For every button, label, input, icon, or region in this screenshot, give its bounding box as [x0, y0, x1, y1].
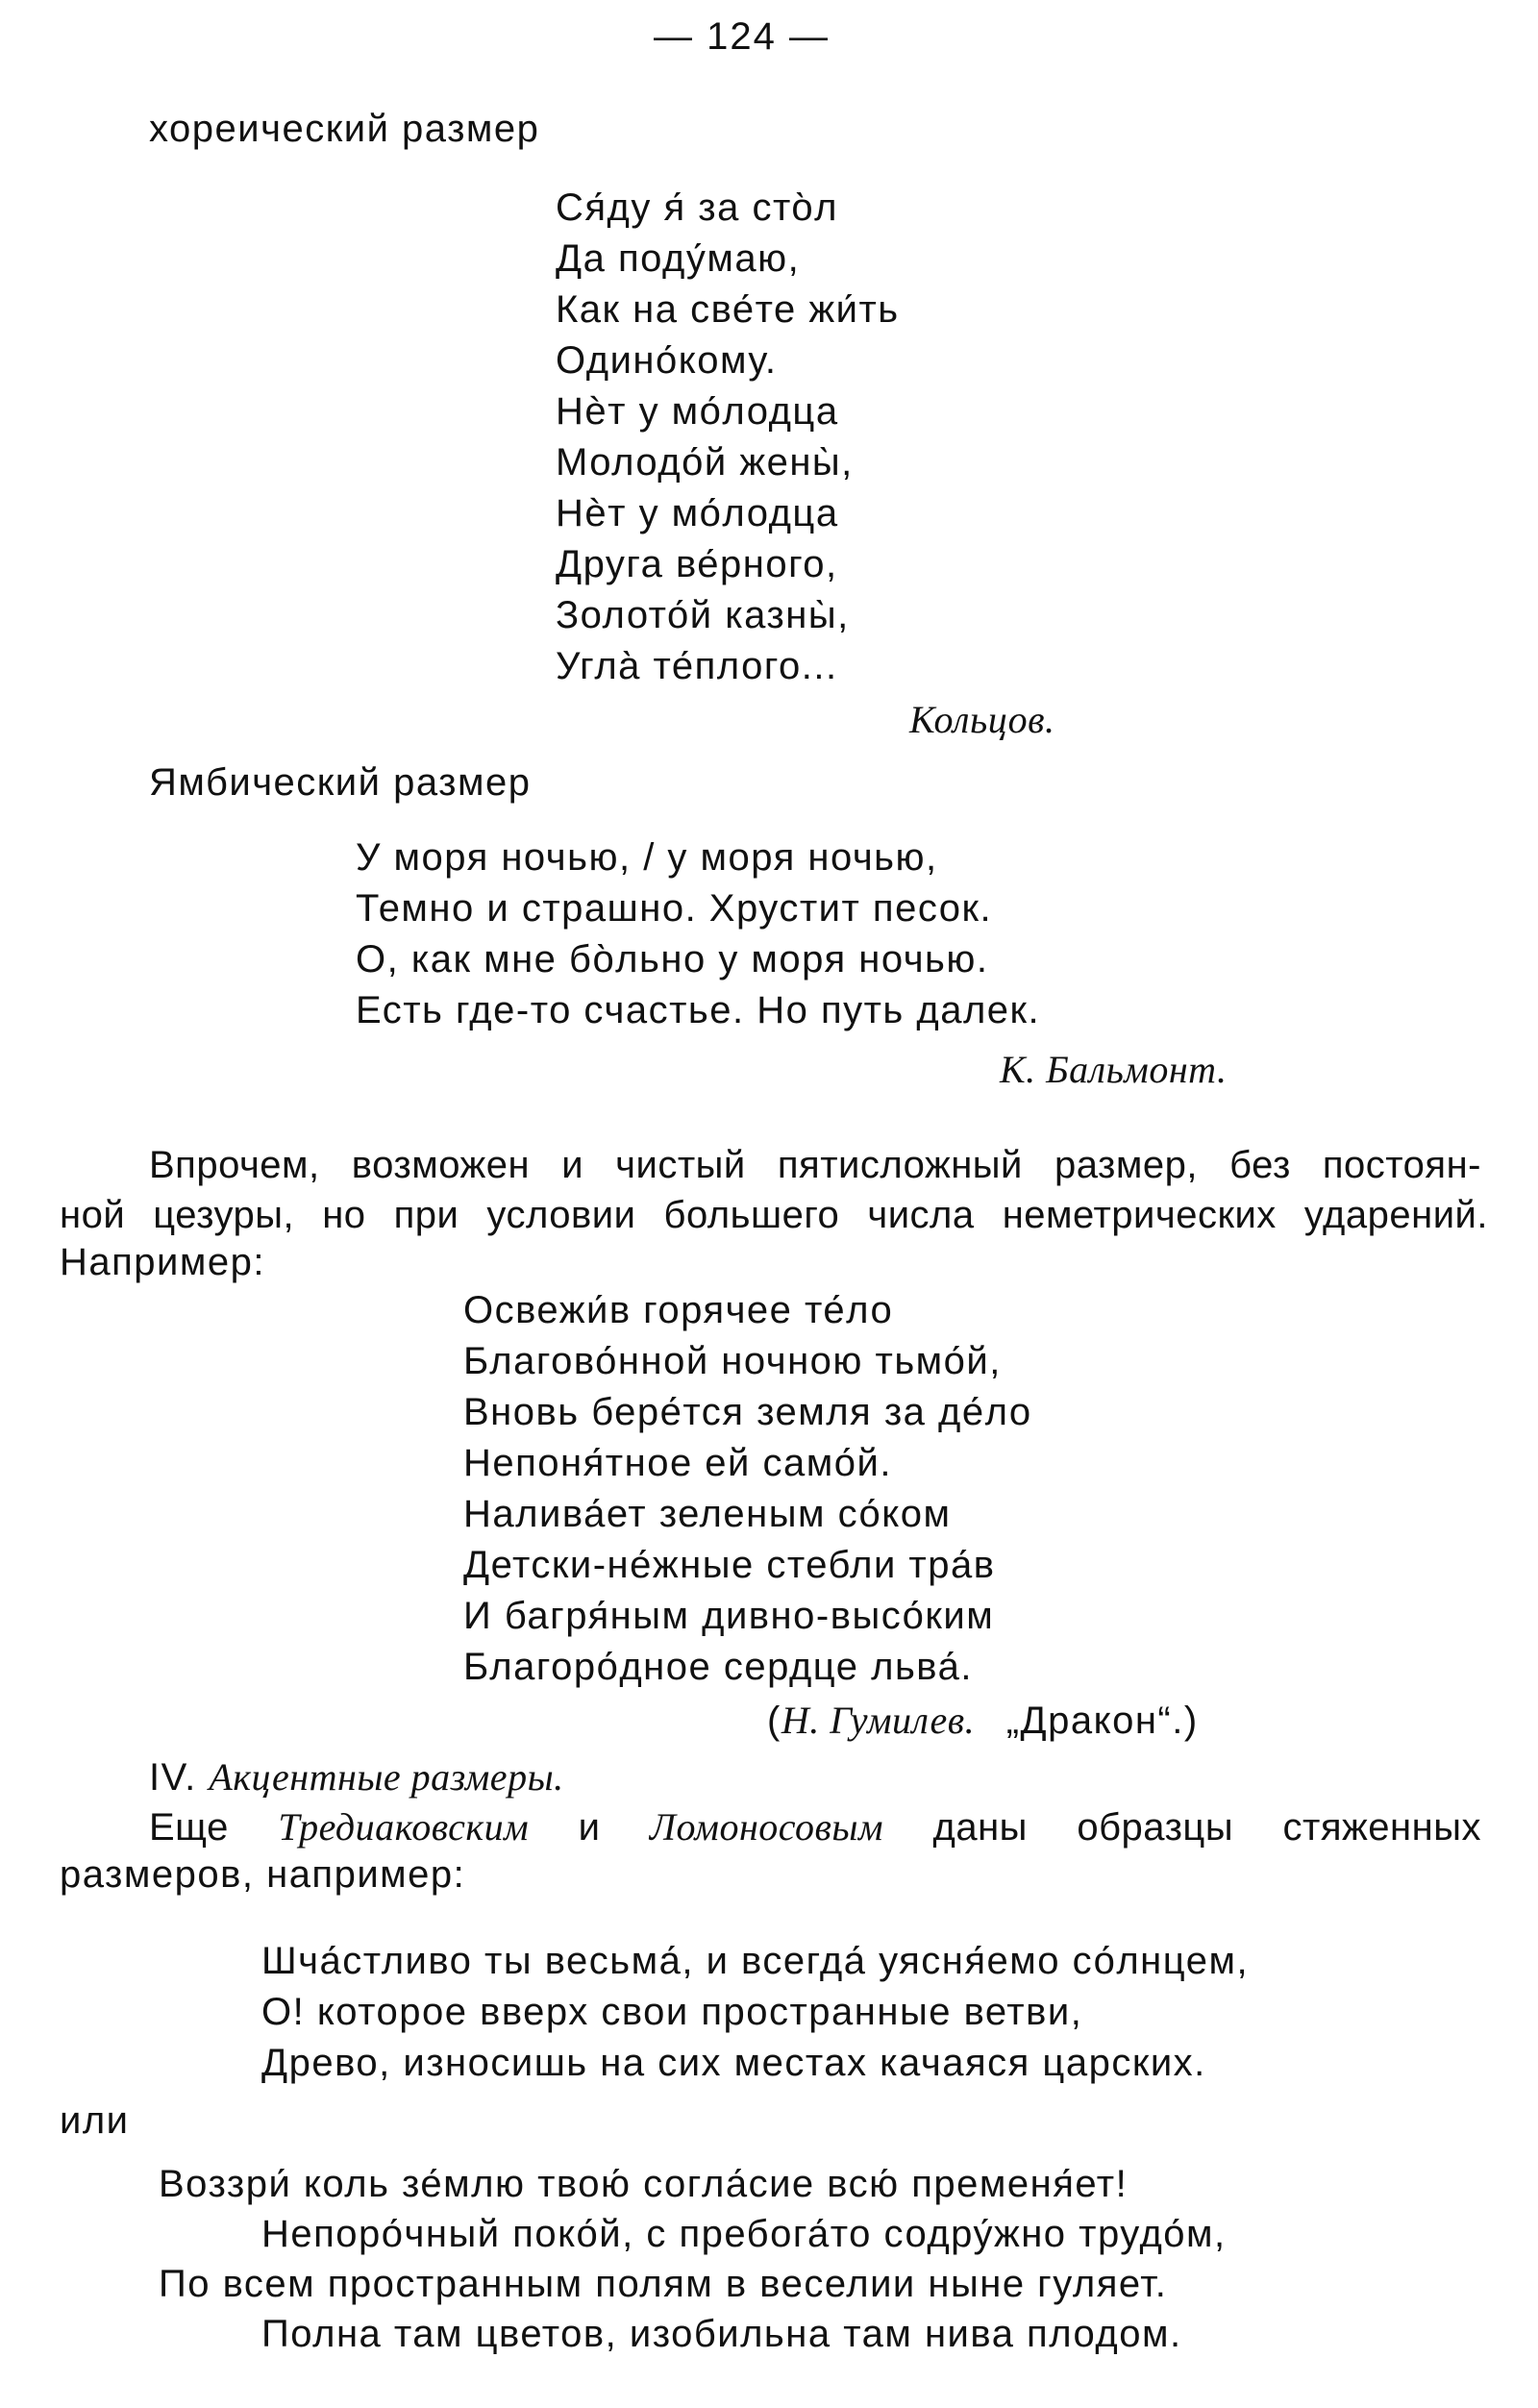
section-numeral: IV.: [149, 1756, 197, 1799]
intro-line: [149, 1801, 1481, 1853]
poem-line: И багря́ным дивно-высо́ким: [463, 1595, 995, 1637]
paragraph-line: Впрочем, возможен и чистый пятисложный размер, без постоян-: [149, 1144, 1481, 1186]
attribution-author: Н. Гумилев.: [781, 1699, 976, 1742]
poem-line: Да поду́маю,: [556, 237, 801, 280]
poem-line: Благоро́дное сердце льва́.: [463, 1646, 973, 1688]
intro-word: стяженных: [1282, 1806, 1481, 1849]
section-heading-choreic: хореический размер: [149, 108, 540, 150]
poem-line: Освежи́в горячее те́ло: [463, 1289, 894, 1331]
attribution-paren: (: [767, 1700, 781, 1742]
poem-line: Нѐт у мо́лодца: [556, 492, 839, 534]
poem-line: Воззри́ коль зе́млю твою́ согла́сие всю́ пременя́ет!: [159, 2163, 1129, 2205]
poem-line: Шча́стливо ты весьма́, и всегда́ уясня́емо со́лнцем,: [261, 1940, 1250, 1982]
intro-line: размеров, например:: [60, 1853, 466, 1896]
poem-line: Непоня́тное ей само́й.: [463, 1442, 892, 1484]
poem-iambic: [356, 832, 1040, 1036]
poem-line: Древо, износишь на сих местах качаяся царских.: [261, 2042, 1206, 2084]
poem-line: Темно и страшно. Хрустит песок.: [356, 887, 993, 930]
poem-line: У моря ночью, / у моря ночью,: [356, 836, 938, 879]
poem-line: Золото́й казны̀,: [556, 594, 850, 636]
author-attribution-gumilev: [767, 1695, 1199, 1747]
poem-line: О! которое вверх свои пространные ветви,: [261, 1991, 1083, 2033]
poem-line: Благово́нной ночною тьмо́й,: [463, 1340, 1002, 1382]
poem-line: По всем пространным полям в веселии ныне гуляет.: [159, 2263, 1168, 2305]
poem-gumilev: [463, 1285, 1032, 1693]
poem-line: Есть где-то счастье. Но путь далек.: [356, 989, 1041, 1031]
poem-line: Одино́кому.: [556, 339, 778, 382]
poem-line: Полна там цветов, изобильна там нива плодом.: [261, 2313, 1182, 2355]
poem-line: О, как мне бо̀льно у моря ночью.: [356, 938, 989, 981]
section-heading-accentual: [149, 1751, 564, 1803]
poem-line: Друга ве́рного,: [556, 543, 838, 585]
page-number: — 124 —: [654, 15, 830, 58]
intro-word: образцы: [1077, 1806, 1234, 1849]
author-attribution-balmont: К. Бальмонт.: [1000, 1048, 1228, 1091]
intro-word: даны: [932, 1806, 1028, 1849]
intro-word: Ломоносовым: [649, 1805, 884, 1849]
paragraph-line: Например:: [60, 1241, 265, 1283]
author-attribution-koltsov: Кольцов.: [909, 698, 1055, 741]
poem-line: Непоро́чный поко́й, с пребога́то содру́жно трудо́м,: [261, 2213, 1227, 2255]
poem-line: Детски-не́жные стебли тра́в: [463, 1544, 996, 1586]
poem-line: Угла̀ те́плого...: [556, 645, 838, 687]
poem-line: Нѐт у мо́лодца: [556, 390, 839, 433]
poem-line: Налива́ет зеленым со́ком: [463, 1493, 952, 1535]
attribution-work: „Дракон“.): [1005, 1700, 1199, 1742]
poem-line: Молодо́й жены̀,: [556, 441, 854, 484]
connector-word: или: [60, 2099, 130, 2142]
section-heading-iambic: Ямбический размер: [149, 761, 532, 804]
intro-word: Тредиаковским: [278, 1805, 530, 1849]
poem-trediakovsky: [261, 1936, 1249, 2089]
poem-line: Ся́ду я́ за сто̀л: [556, 186, 838, 229]
poem-line: Вновь бере́тся земля за де́ло: [463, 1391, 1032, 1433]
intro-word: Еще: [149, 1806, 229, 1849]
section-title: Акцентные размеры.: [209, 1755, 564, 1799]
intro-word: и: [578, 1806, 601, 1849]
poem-choreic: [556, 183, 900, 692]
paragraph-line: ной цезуры, но при условии большего числа неметрических ударений.: [60, 1194, 1488, 1236]
poem-line: Как на све́те жи́ть: [556, 288, 900, 331]
